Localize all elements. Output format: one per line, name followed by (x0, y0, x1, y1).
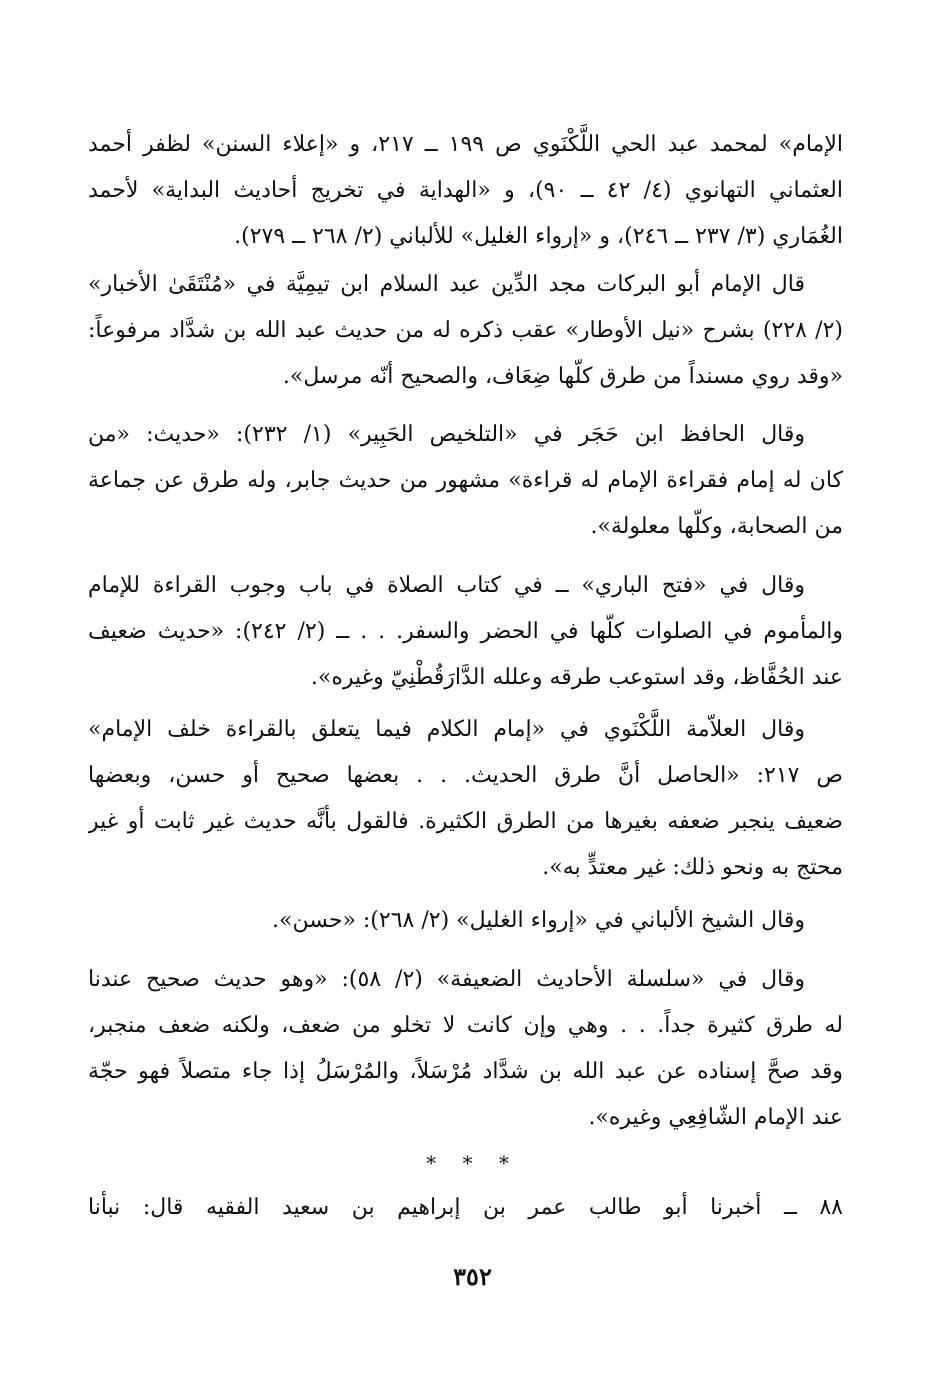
text-line: ضعيف ينجبر ضعفه بغيرها من الطرق الكثيرة. فالقول بأنَّه حديث غير ثابت أو غير (88, 809, 843, 834)
text-line: الغُمَاري (٣/ ٢٣٧ ــ ٢٤٦)، و «إرواء الغليل» للألباني (٢/ ٢٦٨ ــ ٢٧٩). (234, 224, 843, 249)
text-line: له طرق كثيرة جداً. . . وهي وإن كانت لا تخلو من ضعف، ولكنه ضعف منجبر، (88, 1013, 843, 1038)
section-separator: * * * (426, 1151, 519, 1175)
paragraph-hadith-88 (88, 1185, 843, 1231)
text-line: محتج به ونحو ذلك: غير معتدٍّ به». (542, 855, 843, 880)
text-line: وقال في «سلسلة الأحاديث الضعيفة» (٢/ ٥٨): «وهو حديث صحيح عندنا (88, 967, 806, 992)
text-line: كان له إمام فقراءة الإمام له قراءة» مشهور من حديث جابر، وله طرق عن جماعة (88, 468, 843, 493)
text-line: العثماني التهانوي (٤/ ٤٢ ــ ٩٠)، و «الهداية في تخريج أحاديث البداية» لأحمد (88, 178, 843, 203)
text-line: قال الإمام أبو البركات مجد الدِّين عبد السلام ابن تيمِيَّة في «مُنْتَقَىٰ الأخبار» (88, 272, 805, 297)
text-line: الإمام» لمحمد عبد الحي اللَّكْنَوي ص ١٩٩ ــ ٢١٧، و «إعلاء السنن» لظفر أحمد (88, 132, 843, 157)
text-line: عند الحُفَّاظ، وقد استوعب طرقه وعلله الدَّارَقُطْنِيّ وغيره». (310, 665, 843, 690)
text-line: وقد صحَّ إسناده عن عبد الله بن شدَّاد مُرْسَلاً، والمُرْسَلُ إذا جاء متصلاً فهو حجّة (88, 1059, 843, 1084)
text-line: ٨٨ ــ أخبرنا أبو طالب عمر بن إبراهيم بن سعيد الفقيه قال: نبأنا (88, 1195, 843, 1220)
text-line: وقال في «فتح الباري» ــ في كتاب الصلاة في باب وجوب القراءة للإمام (88, 573, 805, 598)
text-line: وقال العلاّمة اللَّكْنَوي في «إمام الكلام فيما يتعلق بالقراءة خلف الإمام» (88, 717, 805, 742)
paragraph-albani-irwa (88, 898, 843, 944)
text-line: عند الإمام الشّافِعِي وغيره». (588, 1105, 843, 1130)
paragraph-albani-silsila (88, 957, 843, 1141)
page-number: ٣٥٢ (453, 1262, 492, 1291)
text-line: «وقد روي مسنداً من طرق كلّها ضِعَاف، والصحيح أنّه مرسل». (282, 364, 843, 389)
text-line: وقال الشيخ الألباني في «إرواء الغليل» (٢/ ٢٦٨): «حسن». (272, 908, 805, 933)
paragraph-laknawi (88, 707, 843, 891)
text-line: (٢/ ٢٢٨) بشرح «نيل الأوطار» عقب ذكره له من حديث عبد الله بن شدَّاد مرفوعاً: (88, 318, 843, 343)
paragraph-fath-al-bari (88, 563, 843, 701)
text-line: وقال الحافظ ابن حَجَر في «التلخيص الحَبِير» (١/ ٢٣٢): «حديث: «من (88, 422, 806, 447)
paragraph-ibn-hajar (88, 412, 843, 550)
paragraph-citations (88, 122, 843, 260)
paragraph-ibn-taymiyya (88, 262, 843, 400)
text-line: والمأموم في الصلوات كلّها في الحضر والسفر. . . ــ (٢/ ٢٤٢): «حديث ضعيف (88, 619, 843, 644)
text-line: ص ٢١٧: «الحاصل أنَّ طرق الحديث. . . بعضها صحيح أو حسن، وبعضها (88, 763, 843, 788)
text-line: من الصحابة، وكلّها معلولة». (590, 514, 843, 539)
